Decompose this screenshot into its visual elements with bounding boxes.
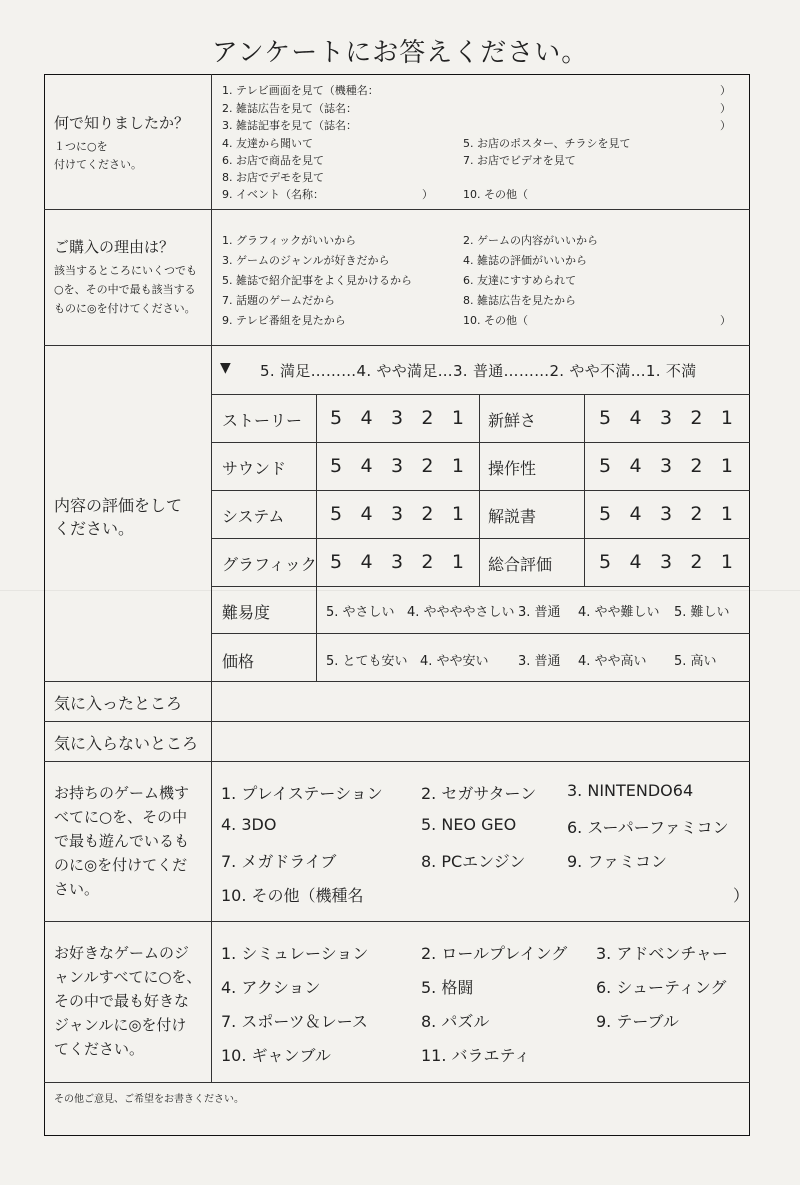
price-option-5[interactable]: 5. 高い	[674, 654, 717, 669]
difficulty-option-5[interactable]: 5. 難しい	[674, 605, 730, 620]
difficulty-option-1[interactable]: 5. やさしい	[326, 605, 395, 620]
reason-option-3[interactable]: 3. ゲームのジャンルが好きだから	[222, 254, 390, 267]
rating-2[interactable]: 2	[690, 551, 703, 573]
close-paren-console: ）	[733, 886, 750, 905]
source-option-3[interactable]: 3. 雑誌記事を見て（誌名：	[222, 119, 357, 132]
reason-option-8[interactable]: 8. 雑誌広告を見たから	[463, 294, 576, 307]
eval-item-graphics: グラフィック	[222, 555, 317, 574]
console-option-7[interactable]: 7. メガドライブ	[221, 852, 337, 871]
triangle-marker: ▼	[220, 360, 231, 376]
eval-item-freshness: 新鮮さ	[488, 411, 537, 430]
rating-5[interactable]: 5	[330, 503, 343, 525]
consoles-label-5: さい。	[54, 880, 100, 898]
rating-2[interactable]: 2	[421, 407, 434, 429]
close-paren-9: ）	[422, 188, 433, 201]
genre-option-10[interactable]: 10. ギャンブル	[221, 1046, 331, 1065]
reason-option-6[interactable]: 6. 友達にすすめられて	[463, 274, 577, 287]
rating-manual[interactable]	[599, 503, 733, 525]
price-option-2[interactable]: 4. やや安い	[420, 654, 489, 669]
genres-label-3: その中で最も好きな	[54, 992, 190, 1010]
price-option-4[interactable]: 4. やや高い	[578, 654, 647, 669]
reason-option-10[interactable]: 10. その他（	[463, 314, 528, 327]
eval-item-system: システム	[222, 507, 285, 526]
console-option-3[interactable]: 3. NINTENDO64	[567, 781, 694, 800]
rating-4[interactable]: 4	[360, 455, 373, 477]
rating-3[interactable]: 3	[659, 551, 673, 573]
rating-5[interactable]: 5	[599, 503, 612, 525]
rating-3[interactable]: 3	[659, 455, 673, 477]
source-option-9[interactable]: 9. イベント（名称：	[222, 188, 324, 201]
source-option-10[interactable]: 10. その他（	[463, 188, 528, 201]
fold-crease	[0, 590, 800, 591]
reason-label: ご購入の理由は？	[54, 238, 175, 256]
rating-1[interactable]: 1	[451, 551, 464, 573]
difficulty-option-4[interactable]: 4. やや難しい	[578, 605, 660, 620]
reason-option-9[interactable]: 9. テレビ番組を見たから	[222, 314, 346, 327]
rating-2[interactable]: 2	[421, 551, 434, 573]
rating-3[interactable]: 3	[390, 455, 404, 477]
consoles-label-1: お持ちのゲーム機す	[54, 784, 190, 802]
rating-4[interactable]: 4	[360, 407, 373, 429]
rating-sound[interactable]	[330, 455, 464, 477]
rating-graphics[interactable]	[330, 551, 464, 573]
rating-5[interactable]: 5	[330, 551, 343, 573]
genre-option-7[interactable]: 7. スポーツ＆レース	[221, 1012, 368, 1031]
console-option-5[interactable]: 5. NEO GEO	[421, 815, 517, 834]
price-option-3[interactable]: 3. 普通	[518, 654, 561, 669]
price-option-1[interactable]: 5. とても安い	[326, 654, 408, 669]
rating-overall[interactable]	[599, 551, 733, 573]
comments-label: その他ご意見、ご希望をお書きください。	[54, 1094, 244, 1105]
rating-5[interactable]: 5	[599, 455, 612, 477]
rating-1[interactable]: 1	[451, 503, 464, 525]
difficulty-label: 難易度	[222, 603, 271, 622]
reason-note-2: ○を、その中で最も該当する	[54, 283, 196, 296]
rating-3[interactable]: 3	[390, 503, 404, 525]
rating-1[interactable]: 1	[720, 407, 733, 429]
liked-label: 気に入ったところ	[54, 694, 183, 713]
genre-option-11[interactable]: 11. バラエティ	[421, 1046, 531, 1065]
price-label: 価格	[222, 652, 255, 671]
reason-option-5[interactable]: 5. 雑誌で紹介記事をよく見かけるから	[222, 274, 412, 287]
console-option-8[interactable]: 8. PCエンジン	[421, 852, 526, 871]
consoles-label-3: で最も遊んでいるも	[54, 832, 190, 850]
console-option-9[interactable]: 9. ファミコン	[567, 852, 668, 871]
rating-2[interactable]: 2	[421, 503, 434, 525]
eval-item-manual: 解説書	[488, 507, 537, 526]
console-option-4[interactable]: 4. 3DO	[221, 815, 277, 834]
evaluation-label-1: 内容の評価をして	[54, 496, 183, 515]
genres-label-5: てください。	[54, 1040, 145, 1058]
source-option-7[interactable]: 7. お店でビデオを見て	[463, 154, 576, 167]
comments-input[interactable]	[46, 1106, 748, 1134]
close-paren-1: ）	[720, 84, 731, 97]
reason-option-1[interactable]: 1. グラフィックがいいから	[222, 234, 357, 247]
close-paren-2: ）	[720, 102, 731, 115]
rating-3[interactable]: 3	[659, 407, 673, 429]
genre-option-9[interactable]: 9. テーブル	[596, 1012, 679, 1031]
genres-label-2: ャンルすべてに○を、	[54, 968, 202, 986]
console-option-10[interactable]: 10. その他（機種名	[221, 886, 364, 905]
rating-4[interactable]: 4	[629, 503, 642, 525]
console-option-2[interactable]: 2. セガサターン	[421, 784, 537, 803]
genres-label-4: ジャンルに◎を付け	[54, 1016, 187, 1034]
rating-4[interactable]: 4	[629, 407, 642, 429]
source-option-2[interactable]: 2. 雑誌広告を見て（誌名：	[222, 102, 357, 115]
genres-label-1: お好きなゲームのジ	[54, 944, 190, 962]
close-paren-reason: ）	[720, 314, 731, 327]
eval-item-story: ストーリー	[222, 411, 303, 430]
genre-option-8[interactable]: 8. パズル	[421, 1012, 490, 1031]
rating-2[interactable]: 2	[690, 455, 703, 477]
evaluation-label-2: ください。	[54, 519, 135, 538]
page-title: アンケートにお答えください。	[211, 38, 589, 68]
eval-item-controls: 操作性	[488, 459, 537, 478]
liked-input[interactable]	[212, 682, 749, 721]
source-label: 何で知りましたか？	[54, 114, 190, 132]
consoles-label-2: べてに○を、その中	[54, 808, 188, 826]
source-option-4[interactable]: 4. 友達から聞いて	[222, 137, 313, 150]
evaluation-scale: 5. 満足………4. やや満足…3. 普通………2. やや不満…1. 不満	[260, 362, 697, 380]
disliked-input[interactable]	[212, 722, 749, 761]
genre-option-3[interactable]: 3. アドベンチャー	[596, 944, 728, 963]
rating-1[interactable]: 1	[720, 455, 733, 477]
source-option-6[interactable]: 6. お店で商品を見て	[222, 154, 324, 167]
reason-note-1: 該当するところにいくつでも	[54, 264, 197, 277]
difficulty-option-2[interactable]: 4. ややややさしい	[407, 605, 515, 620]
eval-item-sound: サウンド	[222, 459, 287, 478]
consoles-label-4: のに◎を付けてくだ	[54, 856, 188, 874]
reason-option-4[interactable]: 4. 雑誌の評価がいいから	[463, 254, 587, 267]
rating-1[interactable]: 1	[451, 407, 464, 429]
rating-1[interactable]: 1	[720, 551, 733, 573]
rating-1[interactable]: 1	[451, 455, 464, 477]
rating-4[interactable]: 4	[629, 551, 642, 573]
source-note-1: １つに○を	[54, 140, 108, 153]
rating-4[interactable]: 4	[360, 551, 373, 573]
rating-5[interactable]: 5	[330, 407, 343, 429]
console-option-6[interactable]: 6. スーパーファミコン	[567, 818, 729, 837]
rating-2[interactable]: 2	[690, 503, 703, 525]
genre-option-1[interactable]: 1. シミュレーション	[221, 944, 369, 963]
rating-story[interactable]	[330, 407, 464, 429]
rating-5[interactable]: 5	[599, 407, 612, 429]
rating-controls[interactable]	[599, 455, 733, 477]
genre-option-5[interactable]: 5. 格闘	[421, 978, 474, 997]
close-paren-3: ）	[720, 119, 731, 132]
eval-item-overall: 総合評価	[488, 555, 553, 574]
difficulty-option-3[interactable]: 3. 普通	[518, 605, 561, 620]
source-note-2: 付けてください。	[54, 158, 142, 171]
genre-option-2[interactable]: 2. ロールプレイング	[421, 944, 568, 963]
rating-4[interactable]: 4	[360, 503, 373, 525]
rating-4[interactable]: 4	[629, 455, 642, 477]
rating-5[interactable]: 5	[330, 455, 343, 477]
reason-option-7[interactable]: 7. 話題のゲームだから	[222, 294, 335, 307]
disliked-label: 気に入らないところ	[54, 734, 199, 753]
genre-option-6[interactable]: 6. シューティング	[596, 978, 727, 997]
source-option-8[interactable]: 8. お店でデモを見て	[222, 171, 324, 184]
reason-option-2[interactable]: 2. ゲームの内容がいいから	[463, 234, 598, 247]
console-option-1[interactable]: 1. プレイステーション	[221, 784, 383, 803]
rating-2[interactable]: 2	[421, 455, 434, 477]
rating-freshness[interactable]	[599, 407, 733, 429]
rating-5[interactable]: 5	[599, 551, 612, 573]
rating-3[interactable]: 3	[659, 503, 673, 525]
rating-1[interactable]: 1	[720, 503, 733, 525]
rating-system[interactable]	[330, 503, 464, 525]
source-option-1[interactable]: 1. テレビ画面を見て（機種名：	[222, 84, 379, 97]
source-option-5[interactable]: 5. お店のポスター、チラシを見て	[463, 137, 631, 150]
rating-2[interactable]: 2	[690, 407, 703, 429]
genre-option-4[interactable]: 4. アクション	[221, 978, 321, 997]
rating-3[interactable]: 3	[390, 551, 404, 573]
reason-note-3: ものに◎を付けてください。	[54, 302, 196, 315]
rating-3[interactable]: 3	[390, 407, 404, 429]
